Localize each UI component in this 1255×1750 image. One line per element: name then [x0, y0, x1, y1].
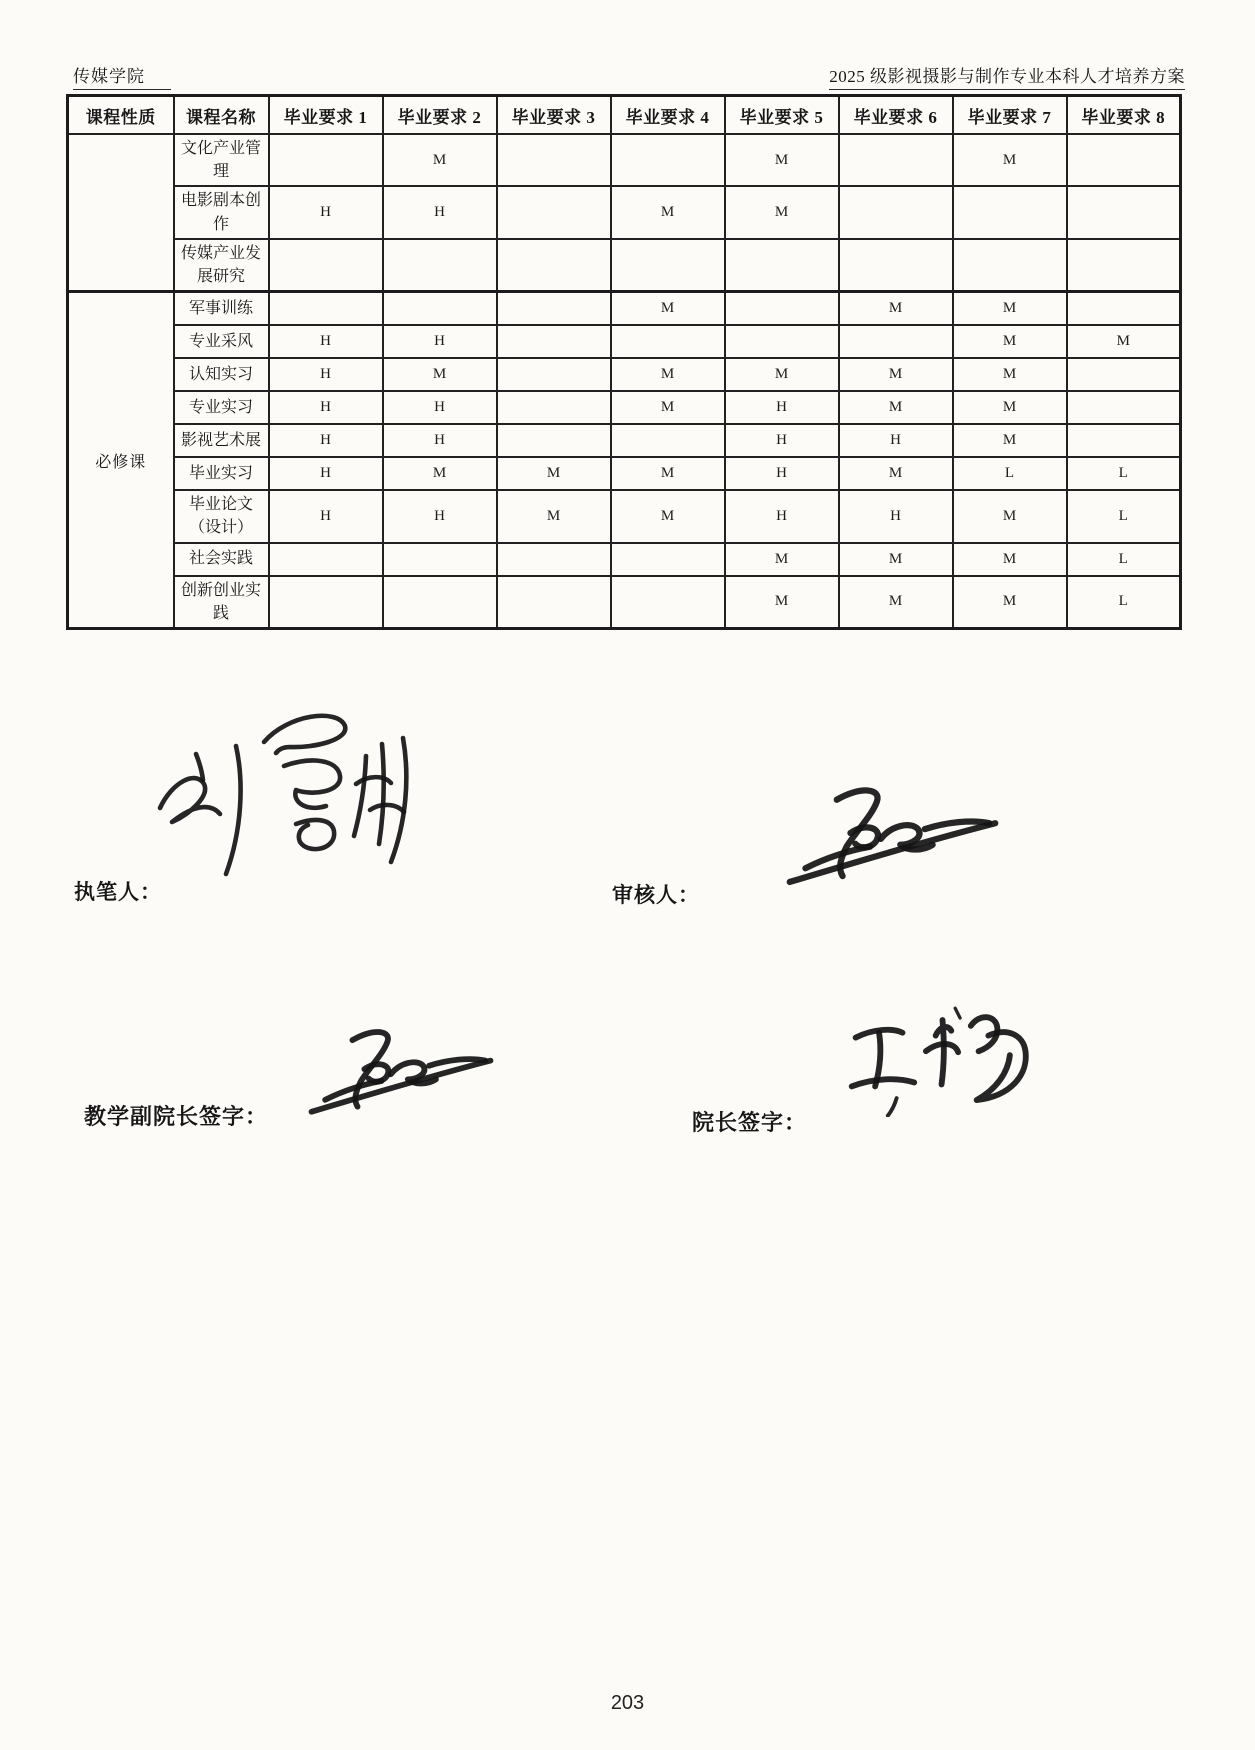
table-row	[68, 424, 1181, 457]
requirement-level-cell: M	[953, 358, 1067, 391]
requirement-level-cell: H	[383, 186, 497, 238]
vice-dean-signature-label: 教学副院长签字：	[84, 1104, 269, 1129]
requirement-level-cell	[1067, 358, 1181, 391]
requirement-level-cell	[725, 292, 839, 326]
requirement-level-cell	[497, 186, 611, 238]
course-name-cell: 认知实习	[174, 358, 269, 391]
requirement-level-cell: H	[383, 391, 497, 424]
course-name-cell: 文化产业管理	[174, 134, 269, 186]
requirement-level-cell: L	[1067, 457, 1181, 490]
requirement-level-cell: M	[383, 134, 497, 186]
requirement-level-cell	[269, 134, 383, 186]
table-row	[68, 457, 1181, 490]
requirement-level-cell: M	[839, 457, 953, 490]
table-header-row	[68, 96, 1181, 135]
requirement-level-cell: L	[1067, 543, 1181, 576]
requirement-level-cell	[269, 576, 383, 629]
requirement-level-cell: M	[611, 391, 725, 424]
requirement-level-cell: L	[1067, 490, 1181, 542]
dean-signature-label: 院长签字：	[692, 1110, 808, 1135]
course-name-cell: 电影剧本创作	[174, 186, 269, 238]
column-header: 毕业要求 3	[497, 96, 611, 135]
requirement-level-cell	[497, 391, 611, 424]
requirement-level-cell	[1067, 424, 1181, 457]
table-row	[68, 358, 1181, 391]
column-header: 毕业要求 2	[383, 96, 497, 135]
requirement-level-cell: M	[725, 186, 839, 238]
author-signature	[146, 690, 426, 880]
table-row	[68, 490, 1181, 542]
requirement-level-cell: M	[953, 325, 1067, 358]
requirement-level-cell	[839, 239, 953, 292]
requirements-matrix-table	[66, 94, 1182, 630]
requirement-level-cell: H	[839, 490, 953, 542]
requirement-level-cell: M	[383, 457, 497, 490]
requirement-level-cell: M	[953, 490, 1067, 542]
requirement-level-cell	[497, 325, 611, 358]
column-header: 毕业要求 7	[953, 96, 1067, 135]
table-row	[68, 134, 1181, 186]
reviewer-signature	[780, 780, 1005, 888]
requirement-level-cell	[725, 325, 839, 358]
requirement-level-cell	[1067, 134, 1181, 186]
requirement-level-cell	[611, 543, 725, 576]
requirement-level-cell	[839, 186, 953, 238]
course-name-cell: 专业采风	[174, 325, 269, 358]
table-row	[68, 186, 1181, 238]
requirement-level-cell: M	[839, 543, 953, 576]
requirement-level-cell	[497, 134, 611, 186]
table-row	[68, 543, 1181, 576]
requirement-level-cell: H	[269, 186, 383, 238]
requirement-level-cell: M	[725, 134, 839, 186]
requirement-level-cell: H	[269, 391, 383, 424]
requirement-level-cell: H	[269, 424, 383, 457]
requirement-level-cell	[269, 239, 383, 292]
requirement-level-cell	[269, 292, 383, 326]
requirement-level-cell: H	[725, 424, 839, 457]
requirement-level-cell	[497, 239, 611, 292]
table-row	[68, 325, 1181, 358]
requirement-level-cell	[383, 576, 497, 629]
table-row	[68, 576, 1181, 629]
requirement-level-cell: M	[725, 543, 839, 576]
course-name-cell: 毕业实习	[174, 457, 269, 490]
table-row	[68, 239, 1181, 292]
program-title: 2025 级影视摄影与制作专业本科人才培养方案	[829, 62, 1185, 90]
college-name: 传媒学院	[73, 62, 171, 90]
requirement-level-cell	[953, 186, 1067, 238]
requirement-level-cell	[953, 239, 1067, 292]
author-signature-label: 执笔人：	[74, 880, 162, 904]
requirement-level-cell: M	[839, 292, 953, 326]
course-category-cell: 必修课	[68, 292, 174, 629]
vice-dean-signature	[303, 1022, 499, 1118]
table-body	[68, 134, 1181, 628]
course-name-cell: 毕业论文（设计）	[174, 490, 269, 542]
requirement-level-cell: M	[953, 292, 1067, 326]
requirement-level-cell	[383, 239, 497, 292]
requirement-level-cell: H	[269, 490, 383, 542]
requirement-level-cell	[725, 239, 839, 292]
requirement-level-cell	[839, 134, 953, 186]
page-number: 203	[610, 1692, 645, 1714]
requirement-level-cell	[611, 239, 725, 292]
requirement-level-cell	[497, 543, 611, 576]
requirement-level-cell: H	[269, 358, 383, 391]
requirement-level-cell: H	[383, 490, 497, 542]
requirement-level-cell	[269, 543, 383, 576]
column-header: 毕业要求 5	[725, 96, 839, 135]
requirement-level-cell	[1067, 186, 1181, 238]
column-header: 毕业要求 6	[839, 96, 953, 135]
requirement-level-cell: M	[497, 490, 611, 542]
requirement-level-cell: M	[611, 457, 725, 490]
course-name-cell: 军事训练	[174, 292, 269, 326]
course-name-cell: 创新创业实践	[174, 576, 269, 629]
handwritten-signature-icon	[840, 1005, 1045, 1117]
requirement-level-cell: M	[1067, 325, 1181, 358]
course-name-cell: 传媒产业发展研究	[174, 239, 269, 292]
requirement-level-cell: L	[953, 457, 1067, 490]
requirement-level-cell: M	[611, 186, 725, 238]
requirement-level-cell	[383, 292, 497, 326]
requirement-level-cell: M	[839, 391, 953, 424]
requirement-level-cell	[497, 358, 611, 391]
requirement-level-cell	[611, 134, 725, 186]
requirement-level-cell	[611, 576, 725, 629]
requirement-level-cell: M	[953, 576, 1067, 629]
requirement-level-cell: M	[953, 543, 1067, 576]
requirement-level-cell: M	[839, 358, 953, 391]
requirement-level-cell: L	[1067, 576, 1181, 629]
requirement-level-cell: H	[725, 490, 839, 542]
requirement-level-cell: M	[725, 358, 839, 391]
requirement-level-cell: H	[269, 457, 383, 490]
requirement-level-cell	[1067, 239, 1181, 292]
requirement-level-cell: M	[725, 576, 839, 629]
table-row	[68, 391, 1181, 424]
requirement-level-cell: M	[383, 358, 497, 391]
column-header: 毕业要求 8	[1067, 96, 1181, 135]
column-header: 毕业要求 1	[269, 96, 383, 135]
course-name-cell: 影视艺术展	[174, 424, 269, 457]
handwritten-signature-icon	[780, 780, 1005, 888]
handwritten-signature-icon	[146, 690, 426, 880]
requirement-level-cell	[839, 325, 953, 358]
column-header: 课程性质	[68, 96, 174, 135]
requirement-level-cell	[611, 325, 725, 358]
requirement-level-cell: M	[953, 424, 1067, 457]
requirement-level-cell	[383, 543, 497, 576]
dean-signature	[840, 1005, 1045, 1117]
course-category-cell	[68, 134, 174, 292]
requirement-level-cell	[497, 424, 611, 457]
requirement-level-cell	[497, 576, 611, 629]
handwritten-signature-icon	[303, 1022, 499, 1118]
requirement-level-cell	[1067, 391, 1181, 424]
requirement-level-cell: H	[839, 424, 953, 457]
requirement-level-cell: M	[611, 490, 725, 542]
course-name-cell: 社会实践	[174, 543, 269, 576]
requirement-level-cell: M	[953, 391, 1067, 424]
requirement-level-cell: H	[383, 325, 497, 358]
course-name-cell: 专业实习	[174, 391, 269, 424]
requirement-level-cell: M	[497, 457, 611, 490]
requirement-level-cell: M	[611, 358, 725, 391]
reviewer-signature-label: 审核人：	[612, 883, 700, 907]
column-header: 毕业要求 4	[611, 96, 725, 135]
requirement-level-cell: M	[611, 292, 725, 326]
requirement-level-cell	[497, 292, 611, 326]
table-row	[68, 292, 1181, 326]
column-header: 课程名称	[174, 96, 269, 135]
requirement-level-cell: H	[269, 325, 383, 358]
requirement-level-cell	[1067, 292, 1181, 326]
requirement-level-cell: M	[953, 134, 1067, 186]
requirement-level-cell: H	[725, 457, 839, 490]
requirement-level-cell: H	[725, 391, 839, 424]
requirement-level-cell: H	[383, 424, 497, 457]
requirement-level-cell: M	[839, 576, 953, 629]
requirement-level-cell	[611, 424, 725, 457]
